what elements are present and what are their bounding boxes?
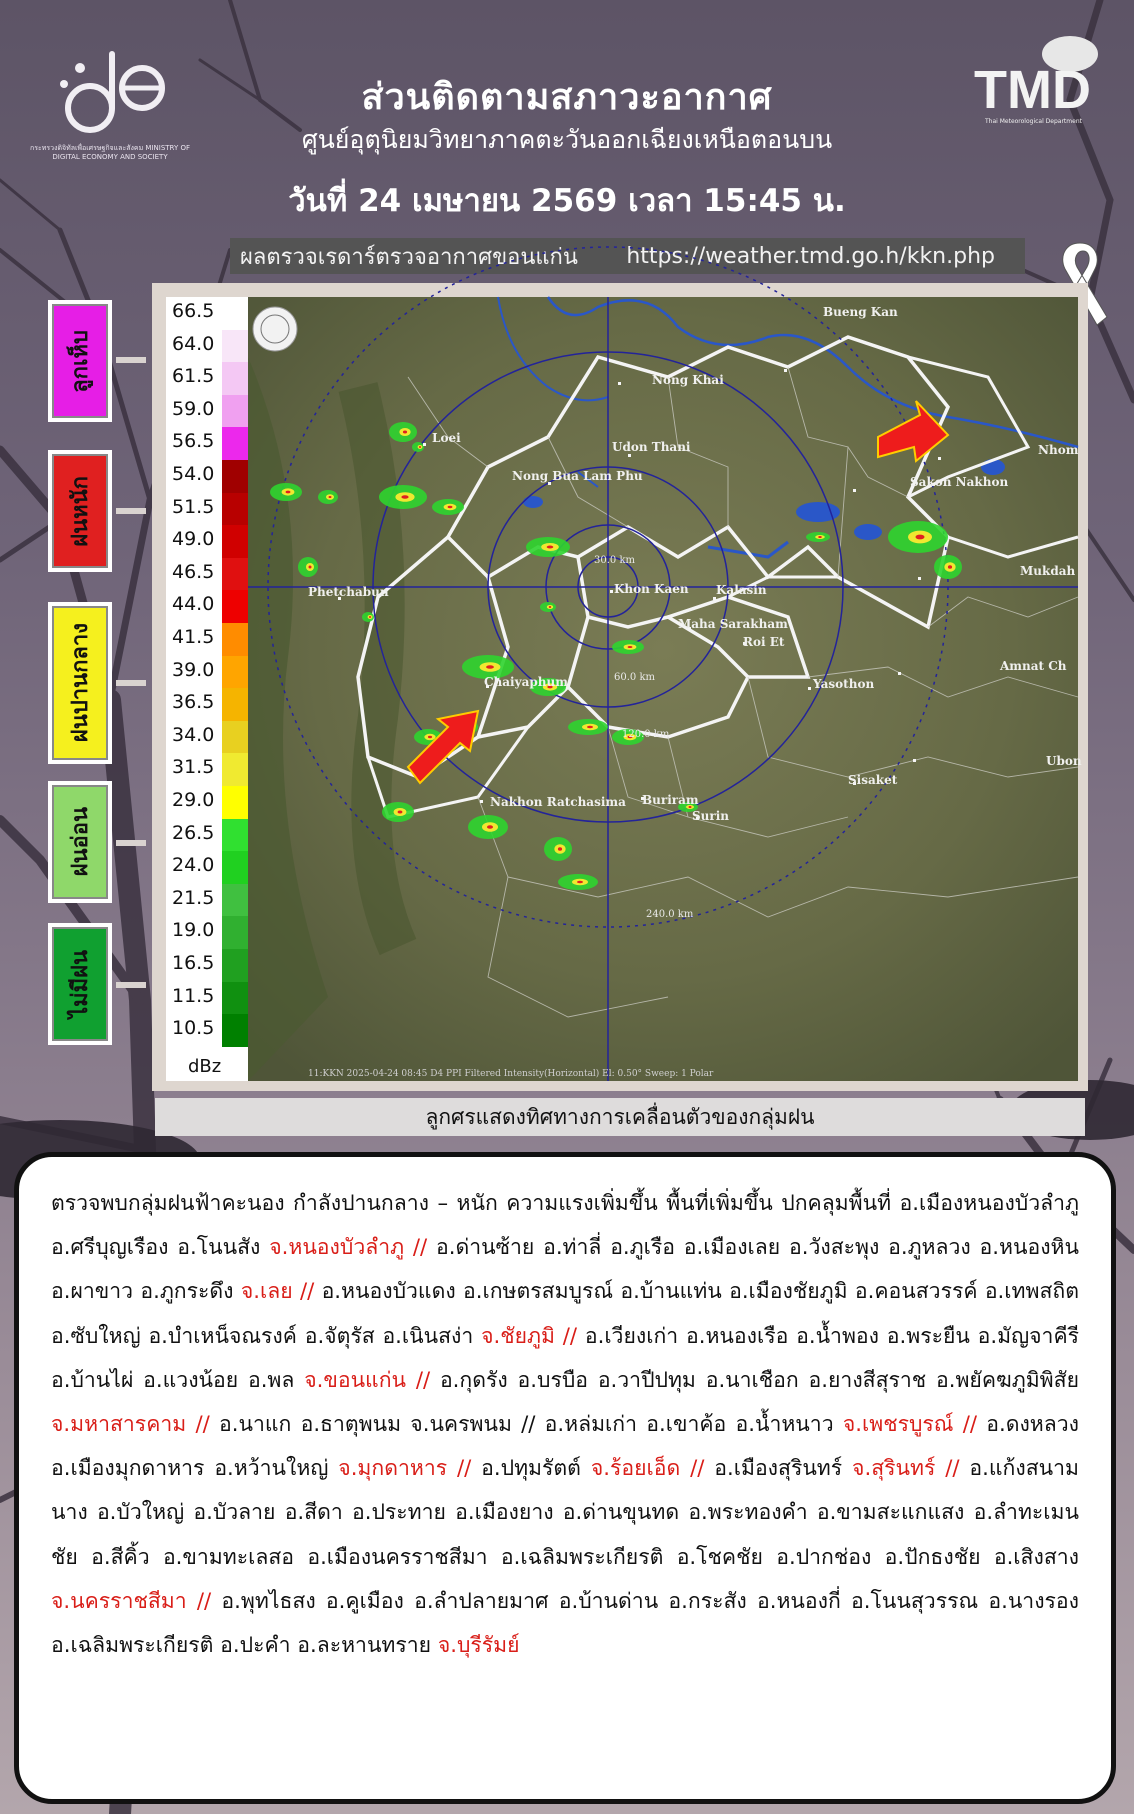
dbz-scale-row <box>166 982 248 1015</box>
dbz-scale-value: 59.0 <box>172 397 215 420</box>
legend-no-rain <box>48 923 112 1045</box>
tmd-logo-text: TMD <box>974 60 1091 120</box>
dbz-scale-value: 44.0 <box>172 593 215 616</box>
dbz-scale-row <box>166 493 248 526</box>
map-place-label: Nong Khai <box>652 373 724 387</box>
dbz-scale-row <box>166 688 248 721</box>
dbz-scale-swatch <box>222 525 248 558</box>
radar-footer-text: 11:KKN 2025-04-24 08:45 D4 PPI Filtered Intensity(Horizontal) El: 0.50° Sweep: 1 Polar <box>308 1069 714 1079</box>
dbz-scale-value: 66.5 <box>172 300 215 322</box>
page-title: ส่วนติดตามสภาวะอากาศ <box>361 77 773 118</box>
report-province: จ.เพชรบูรณ์ // <box>842 1411 977 1437</box>
dbz-scale-value: 46.5 <box>172 560 215 583</box>
map-place-label: Ubon <box>1046 754 1082 768</box>
dbz-scale-row <box>166 395 248 428</box>
dbz-scale-row <box>166 656 248 689</box>
dbz-scale-value: 19.0 <box>172 919 215 942</box>
map-place-label: Mukdah <box>1020 564 1076 578</box>
legend-light-rain-label: ฝนอ่อน <box>67 807 93 877</box>
dbz-scale-value: 41.5 <box>172 626 215 648</box>
dbz-scale-value: 34.0 <box>172 723 215 746</box>
report-segment: อ.นาแก อ.ธาตุพนม จ.นครพนม // อ.หล่มเก่า อ.เขาค้อ อ.น้ำหนาว <box>209 1411 843 1437</box>
dbz-scale-swatch <box>222 330 248 363</box>
report-province: จ.เลย // <box>240 1278 315 1304</box>
dbz-scale-row <box>166 362 248 395</box>
dbz-scale-row <box>166 786 248 819</box>
dbz-scale-row <box>166 1014 248 1047</box>
dbz-unit-label: dBz <box>188 1056 222 1077</box>
map-place-label: Nong Bua Lam Phu <box>512 469 643 483</box>
report-box <box>14 1152 1116 1804</box>
dbz-scale-swatch <box>222 656 248 689</box>
legend-hail-label: ลูกเห็บ <box>67 329 93 393</box>
report-segment: อ.เวียงเก่า อ.หนองเรือ อ.น้ำพอง อ.พระยืน อ.มัญจาคีรี อ.บ้านไผ่ อ.แวงน้อย อ.พล <box>51 1322 1080 1392</box>
map-place-label: Phetchabun <box>308 585 389 599</box>
dbz-scale-row <box>166 753 248 786</box>
dbz-scale-row <box>166 623 248 656</box>
report-segment: อ.ด่านซ้าย อ.ท่าลี่ อ.ภูเรือ อ.เมืองเลย อ.วังสะพุง อ.ภูหลวง อ.หนองหิน อ.ผาขาว อ.ภูกระดึง <box>51 1234 1079 1304</box>
report-segment: อ.ดงหลวง อ.เมืองมุกดาหาร อ.หว้านใหญ่ <box>51 1411 1079 1481</box>
dbz-scale-row <box>166 884 248 917</box>
dbz-scale-swatch <box>222 362 248 395</box>
map-place-label: Khon Kaen <box>614 582 689 596</box>
report-segment: อ.กุดรัง อ.บรบือ อ.วาปีปทุม อ.นาเชือก อ.ยางสีสุราช อ.พยัคฆภูมิพิสัย <box>430 1366 1079 1392</box>
legend-no-rain-label: ไม่มีฝน <box>67 950 93 1018</box>
legend-connector <box>116 357 146 363</box>
report-text <box>51 1181 1079 1667</box>
dbz-scale-value: 10.5 <box>172 1017 215 1040</box>
legend-moderate-rain-label: ฝนปานกลาง <box>67 623 93 743</box>
dbz-scale-row <box>166 525 248 558</box>
dbz-scale-swatch <box>222 688 248 721</box>
report-province: จ.ร้อยเอ็ด // <box>590 1455 705 1481</box>
page-subtitle: ศูนย์อุตุนิยมวิทยาภาคตะวันออกเฉียงเหนือตอนบน <box>301 125 833 154</box>
report-province: จ.สุรินทร์ // <box>852 1455 960 1481</box>
report-province: จ.ขอนแก่น // <box>304 1366 431 1392</box>
ring-label: 240.0 km <box>646 909 694 920</box>
dbz-scale-value: 31.5 <box>172 756 215 779</box>
dbz-scale-value: 29.0 <box>172 789 215 811</box>
legend-heavy-rain-label: ฝนหนัก <box>67 475 93 547</box>
map-place-label: Loei <box>432 431 461 445</box>
dbz-scale-swatch <box>222 558 248 591</box>
dbz-scale-swatch <box>222 493 248 526</box>
legend-connector <box>116 840 146 846</box>
dbz-scale-value: 16.5 <box>172 952 215 974</box>
legend-heavy-rain <box>48 450 112 572</box>
dbz-scale-value: 21.5 <box>172 886 215 909</box>
map-place-label: Roi Et <box>743 635 785 649</box>
dbz-scale-swatch <box>222 819 248 852</box>
radar-map <box>248 297 1082 1081</box>
dbz-scale-row <box>166 427 248 460</box>
map-place-label: Amnat Ch <box>1000 659 1067 673</box>
radar-source-bar <box>230 238 1025 274</box>
radar-source-url[interactable]: https://weather.tmd.go.h/kkn.php <box>626 243 995 269</box>
report-province: จ.ชัยภูมิ // <box>481 1322 578 1348</box>
map-place-label: Sakon Nakhon <box>910 475 1009 489</box>
ring-label: 60.0 km <box>614 672 655 683</box>
dbz-scale-row <box>166 851 248 884</box>
dbz-scale-row <box>166 558 248 591</box>
dbz-scale-swatch <box>222 721 248 754</box>
map-place-label: Chaiyaphum <box>484 675 568 689</box>
map-place-label: Surin <box>692 809 729 823</box>
map-place-label: Bueng Kan <box>823 305 898 319</box>
map-place-label: Nakhon Ratchasima <box>490 795 626 809</box>
dbz-scale-swatch <box>222 753 248 786</box>
dbz-scale-swatch <box>222 916 248 949</box>
radar-source-label: ผลตรวจเรดาร์ตรวจอากาศขอนแก่น <box>240 244 578 270</box>
report-segment: อ.พุทไธสง อ.คูเมือง อ.ลำปลายมาศ อ.บ้านด่าน อ.กระสัง อ.หนองกี่ อ.โนนสุวรรณ อ.นางรอง อ.เฉลิมพระเกียรติ อ.ปะคำ อ.ละหานทราย <box>51 1587 1079 1658</box>
dbz-scale-swatch <box>222 297 248 330</box>
dbz-scale-value: 64.0 <box>172 332 215 355</box>
dbz-color-scale <box>166 297 248 1081</box>
ring-label: 30.0 km <box>594 555 635 566</box>
dbz-scale-swatch <box>222 427 248 460</box>
report-segment: ตรวจพบกลุ่มฝนฟ้าคะนอง กำลังปานกลาง – หนัก ความแรงเพิ่มขึ้น พื้นที่เพิ่มขึ้น ปกคลุมพื้นที่ อ.เมืองหนองบัวลำภู อ.ศรีบุญเรือง อ.โนนสัง <box>51 1190 1079 1260</box>
dbz-scale-value: 26.5 <box>172 821 215 844</box>
legend-connector <box>116 982 146 988</box>
legend-connector <box>116 508 146 514</box>
dbz-scale-row <box>166 330 248 363</box>
dbz-scale-swatch <box>222 1014 248 1047</box>
legend-moderate-rain <box>48 602 112 764</box>
dbz-scale-value: 49.0 <box>172 528 215 551</box>
dbz-scale-row <box>166 819 248 852</box>
report-segment: อ.เมืองสุรินทร์ <box>704 1455 853 1481</box>
dbz-scale-row <box>166 590 248 623</box>
report-province: จ.หนองบัวลำภู // <box>269 1234 428 1260</box>
dbz-scale-value: 61.5 <box>172 365 215 388</box>
map-caption: ลูกศรแสดงทิศทางการเคลื่อนตัวของกลุ่มฝน <box>155 1098 1085 1136</box>
dbz-scale-row <box>166 460 248 493</box>
map-place-label: Kalasin <box>716 583 767 597</box>
map-place-label: Buriram <box>642 793 699 807</box>
report-segment: อ.ปทุมรัตต์ <box>471 1455 591 1481</box>
dbz-scale-swatch <box>222 884 248 917</box>
dbz-scale-row <box>166 916 248 949</box>
legend-connector <box>116 680 146 686</box>
dbz-scale-value: 56.5 <box>172 430 215 453</box>
dbz-scale-swatch <box>222 623 248 656</box>
report-segment: อ.แก้งสนามนาง อ.บัวใหญ่ อ.บัวลาย อ.สีดา อ.ประทาย อ.เมืองยาง อ.ด่านขุนทด อ.พระทองคำ อ.ขามสะแกแสง อ.ลำทะเมนชัย อ.สีคิ้ว อ.ขามทะเลสอ อ.เมืองนครราชสีมา อ.เฉลิมพระเกียรติ อ.โชคชัย อ.ปากช่อง อ.ปักธงชัย อ.เสิงสาง <box>51 1455 1079 1569</box>
dbz-scale-value: 54.0 <box>172 463 215 485</box>
legend-light-rain <box>48 781 112 903</box>
dbz-scale-value: 24.0 <box>172 854 215 877</box>
dbz-scale-swatch <box>222 395 248 428</box>
dbz-scale-swatch <box>222 786 248 819</box>
map-place-label: Yasothon <box>813 677 875 691</box>
map-place-label: Maha Sarakham <box>678 617 788 631</box>
dbz-scale-swatch <box>222 851 248 884</box>
report-segment: อ.หนองบัวแดง อ.เกษตรสมบูรณ์ อ.บ้านแท่น อ.เมืองชัยภูมิ อ.คอนสวรรค์ อ.เทพสถิต อ.ซับใหญ่ อ.บำเหน็จณรงค์ อ.จัตุรัส อ.เนินสง่า <box>51 1278 1079 1348</box>
report-province: จ.บุรีรัมย์ <box>437 1632 520 1658</box>
dbz-scale-swatch <box>222 982 248 1015</box>
map-place-label: Sisaket <box>848 773 898 787</box>
dbz-scale-row <box>166 721 248 754</box>
report-province: จ.นครราชสีมา // <box>51 1587 212 1613</box>
dbz-scale-row <box>166 297 248 330</box>
radar-map-graphic <box>248 297 1078 1081</box>
dbz-scale-value: 51.5 <box>172 495 215 518</box>
report-province: จ.มุกดาหาร // <box>338 1455 472 1481</box>
ring-label: 120.0 km <box>622 729 670 740</box>
dbz-scale-value: 11.5 <box>172 984 215 1007</box>
map-place-label: Nhom <box>1038 443 1079 457</box>
report-datetime: วันที่ 24 เมษายน 2569 เวลา 15:45 น. <box>288 183 846 219</box>
dbz-scale-swatch <box>222 460 248 493</box>
dbz-scale-value: 36.5 <box>172 691 215 714</box>
dbz-scale-row <box>166 949 248 982</box>
ministry-name: กระทรวงดิจิทัลเพื่อเศรษฐกิจและสังคม MINISTRY OF DIGITAL ECONOMY AND SOCIETY <box>30 144 191 161</box>
map-place-label: Udon Thani <box>612 440 691 454</box>
radar-station-seal-icon <box>253 307 297 351</box>
legend-hail <box>48 300 112 422</box>
tmd-logo-subtitle: Thai Meteorological Department <box>985 118 1082 125</box>
dbz-scale-value: 39.0 <box>172 658 215 681</box>
report-province: จ.มหาสารคาม // <box>51 1411 210 1437</box>
dbz-scale-swatch <box>222 949 248 982</box>
dbz-scale-swatch <box>222 590 248 623</box>
